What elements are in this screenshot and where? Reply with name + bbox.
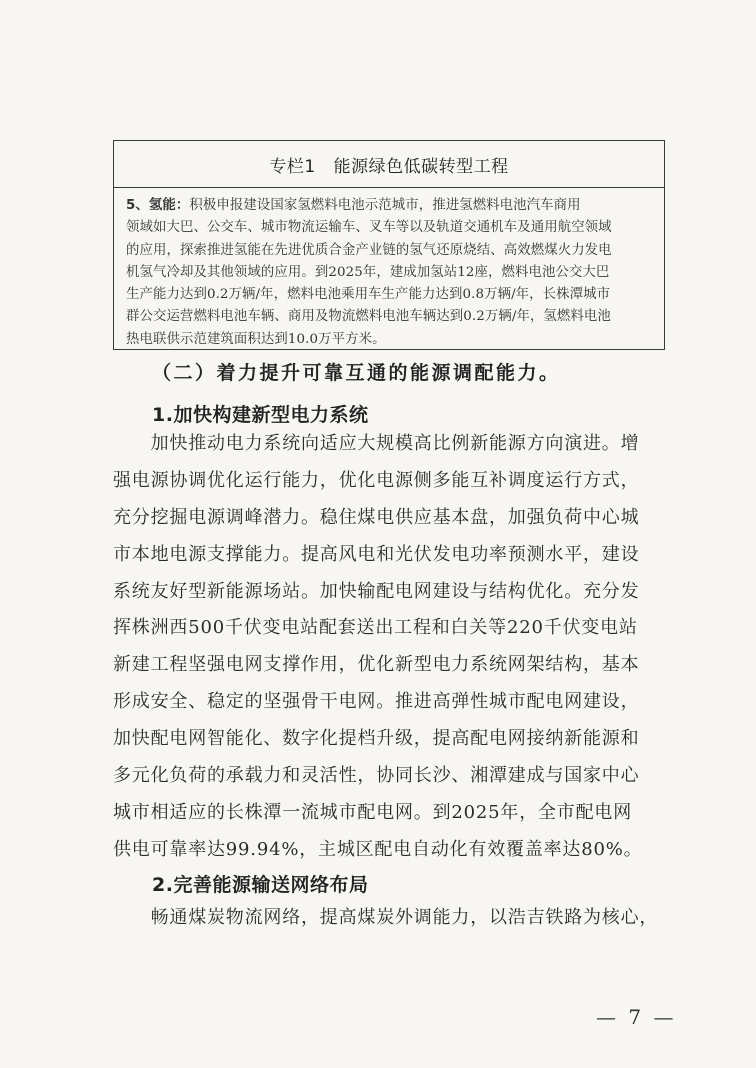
box-line: 生产能力达到0.2万辆/年，燃料电池乘用车生产能力达到0.8万辆/年，长株潭城市 (126, 287, 611, 303)
box-body (114, 188, 664, 351)
paragraph-line: 强电源协调优化运行能力，优化电源侧多能互补调度运行方式， (113, 469, 640, 491)
box-line: 的应用，探索推进氢能在先进优质合金产业链的氢气还原烧结、高效燃煤火力发电 (126, 242, 612, 258)
subsection-heading-1: 1.加快构建新型电力系统 (152, 404, 369, 426)
box-line: 机氢气冷却及其他领域的应用。到2025年，建成加氢站12座，燃料电池公交大巴 (126, 264, 610, 280)
box-title-prefix: 专栏1 (269, 156, 316, 177)
box-title-main: 能源绿色低碳转型工程 (333, 156, 509, 177)
box-title (114, 141, 664, 188)
box-line: 热电联供示范建筑面积达到10.0万平方米。 (126, 331, 386, 347)
special-column-box (113, 140, 665, 350)
paragraph-transmission (113, 900, 673, 937)
paragraph-line: 新建工程坚强电网支撑作用，优化新型电力系统网架结构，基本 (113, 654, 640, 676)
paragraph-line: 畅通煤炭物流网络，提高煤炭外调能力，以浩吉铁路为核心， (113, 907, 659, 928)
paragraph-line: 形成安全、稳定的坚强骨干电网。推进高弹性城市配电网建设， (113, 691, 640, 713)
page-number: — 7 — (596, 1005, 677, 1029)
paragraph-line: 多元化负荷的承载力和灵活性，协同长沙、湘潭建成与国家中心 (113, 765, 640, 787)
box-line: 领域如大巴、公交车、城市物流运输车、叉车等以及轨道交通机车及通用航空领域 (126, 220, 612, 236)
paragraph-power-system (113, 426, 673, 869)
box-line: 5、氢能：积极申报建设国家氢燃料电池示范城市，推进氢燃料电池汽车商用 (126, 198, 581, 213)
paragraph-line: 挥株洲西500千伏变电站配套送出工程和白关等220千伏变电站 (113, 617, 638, 639)
paragraph-line: 加快推动电力系统向适应大规模高比例新能源方向演进。增 (113, 433, 640, 454)
paragraph-line: 市本地电源支撑能力。提高风电和光伏发电功率预测水平，建设 (113, 543, 640, 565)
subsection-heading-2: 2.完善能源输送网络布局 (152, 874, 369, 896)
section-heading: （二）着力提升可靠互通的能源调配能力。 (152, 362, 561, 384)
box-lead: 5、氢能： (126, 198, 190, 213)
box-line: 群公交运营燃料电池车辆、商用及物流燃料电池车辆达到0.2万辆/年，氢燃料电池 (126, 309, 611, 325)
paragraph-line: 城市相适应的长株潭一流城市配电网。到2025年，全市配电网 (113, 801, 633, 823)
paragraph-line: 充分挖掘电源调峰潜力。稳住煤电供应基本盘，加强负荷中心城 (113, 506, 640, 528)
paragraph-line: 加快配电网智能化、数字化提档升级，提高配电网接纳新能源和 (113, 728, 640, 750)
paragraph-line: 系统友好型新能源场站。加快输配电网建设与结构优化。充分发 (113, 580, 640, 602)
paragraph-line: 供电可靠率达99.94%，主城区配电自动化有效覆盖率达80%。 (113, 838, 643, 860)
